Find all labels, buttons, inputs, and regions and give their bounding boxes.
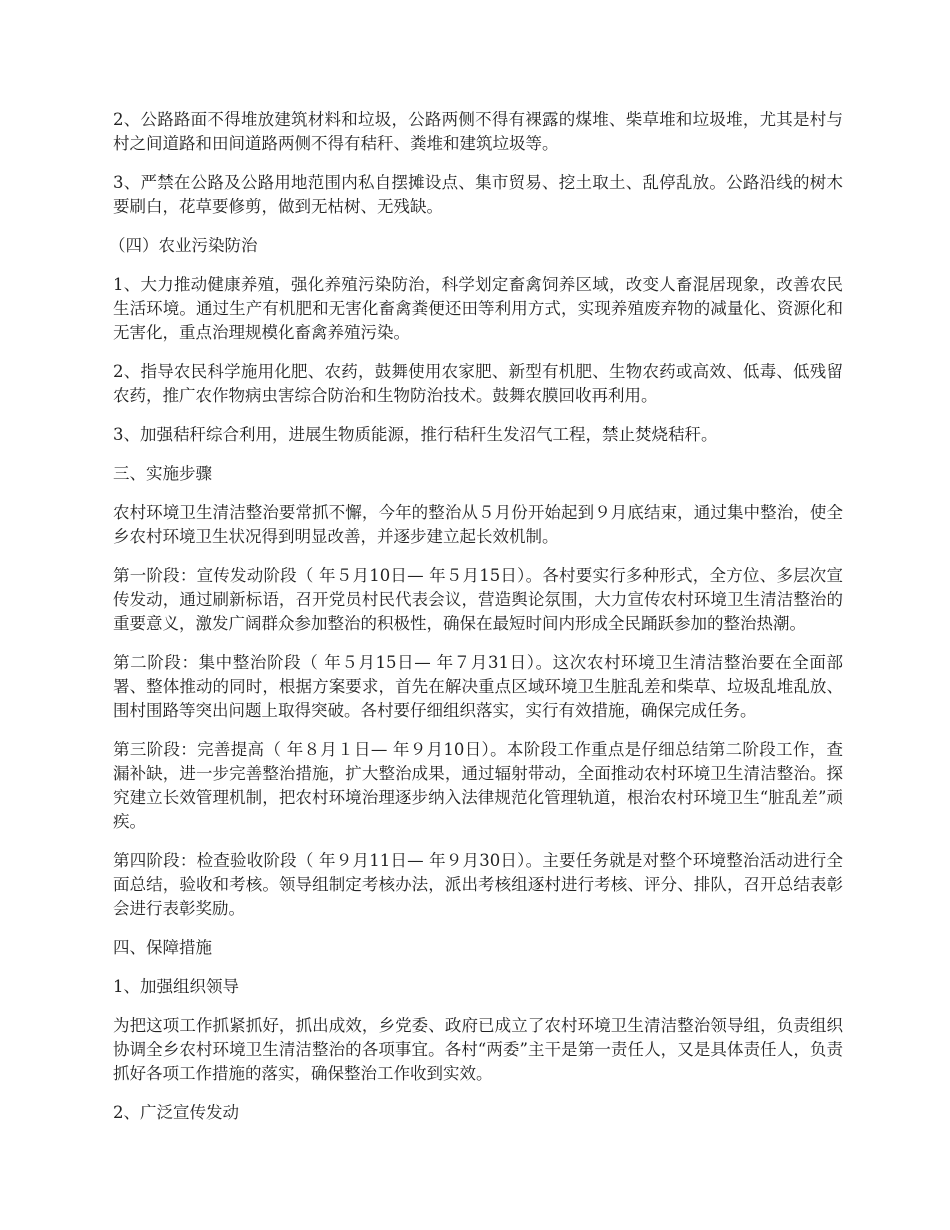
section-heading-safeguards: 四、保障措施 [113, 938, 212, 957]
paragraph-road-occupation: 3、严禁在公路及公路用地范围内私自摆摊设点、集市贸易、挖土取土、乱停乱放。公路沿线的树木要刷白，花草要修剪，做到无枯树、无残缺。 [113, 173, 843, 216]
paragraph-phase-three: 第三阶段：完善提高（ 年８月１日— 年９月10日）。本阶段工作重点是仔细总结第二阶段工作，查漏补缺，进一步完善整治措施，扩大整治成果，通过辐射带动，全面推动农村环境卫生清洁整治。探究建立长效管理机制，把农村环境治理逐步纳入法律规范化管理轨道，根治农村环境卫生“脏乱差”顽疾。 [113, 740, 843, 831]
subheading-publicity: 2、广泛宣传发动 [113, 1103, 239, 1122]
paragraph-fertilizer-guidance: 2、指导农民科学施用化肥、农药，鼓舞使用农家肥、新型有机肥、生物农药或高效、低毒、低残留农药，推广农作物病虫害综合防治和生物防治技术。鼓舞农膜回收再利用。 [113, 362, 843, 405]
paragraph-road-surface: 2、公路路面不得堆放建筑材料和垃圾，公路两侧不得有裸露的煤堆、柴草堆和垃圾堆，尤其是村与村之间道路和田间道路两侧不得有秸秆、粪堆和建筑垃圾等。 [113, 110, 843, 153]
document-body [109, 108, 843, 1140]
paragraph-straw-utilization: 3、加强秸秆综合利用，进展生物质能源，推行秸秆生发沼气工程，禁止焚烧秸秆。 [113, 425, 718, 444]
paragraph-implementation-overview: 农村环境卫生清洁整治要常抓不懈，今年的整治从５月份开始起到９月底结束，通过集中整治，使全乡农村环境卫生状况得到明显改善，并逐步建立起长效机制。 [113, 503, 843, 546]
paragraph-phase-one: 第一阶段：宣传发动阶段（ 年５月10日— 年５月15日）。各村要实行多种形式，全方位、多层次宣传发动，通过刷新标语，召开党员村民代表会议，营造舆论氛围，大力宣传农村环境卫生清洁整治的重要意义，激发广阔群众参加整治的积极性，确保在最短时间内形成全民踊跃参加的整治热潮。 [113, 566, 843, 633]
subheading-organization-leadership: 1、加强组织领导 [113, 977, 239, 996]
paragraph-healthy-breeding: 1、大力推动健康养殖，强化养殖污染防治，科学划定畜禽饲养区域，改变人畜混居现象，改善农民生活环境。通过生产有机肥和无害化畜禽粪便还田等利用方式，实现养殖废弃物的减量化、资源化和无害化，重点治理规模化畜禽养殖污染。 [113, 275, 843, 342]
paragraph-phase-two: 第二阶段：集中整治阶段（ 年５月15日— 年７月31日）。这次农村环境卫生清洁整治要在全面部署、整体推动的同时，根据方案要求，首先在解决重点区域环境卫生脏乱差和柴草、垃圾乱堆乱放、围村围路等突出问题上取得突破。各村要仔细组织落实，实行有效措施，确保完成任务。 [113, 653, 843, 720]
paragraph-phase-four: 第四阶段：检查验收阶段（ 年９月11日— 年９月30日）。主要任务就是对整个环境整治活动进行全面总结，验收和考核。领导组制定考核办法，派出考核组逐村进行考核、评分、排队，召开总结表彰会进行表彰奖励。 [113, 851, 843, 918]
section-heading-implementation-steps: 三、实施步骤 [113, 464, 212, 483]
section-heading-agricultural-pollution: （四）农业污染防治 [109, 236, 258, 255]
paragraph-organization-leadership: 为把这项工作抓紧抓好，抓出成效，乡党委、政府已成立了农村环境卫生清洁整治领导组，负责组织协调全乡农村环境卫生清洁整治的各项事宜。各村“两委”主干是第一责任人，又是具体责任人，负责抓好各项工作措施的落实，确保整治工作收到实效。 [113, 1016, 843, 1083]
